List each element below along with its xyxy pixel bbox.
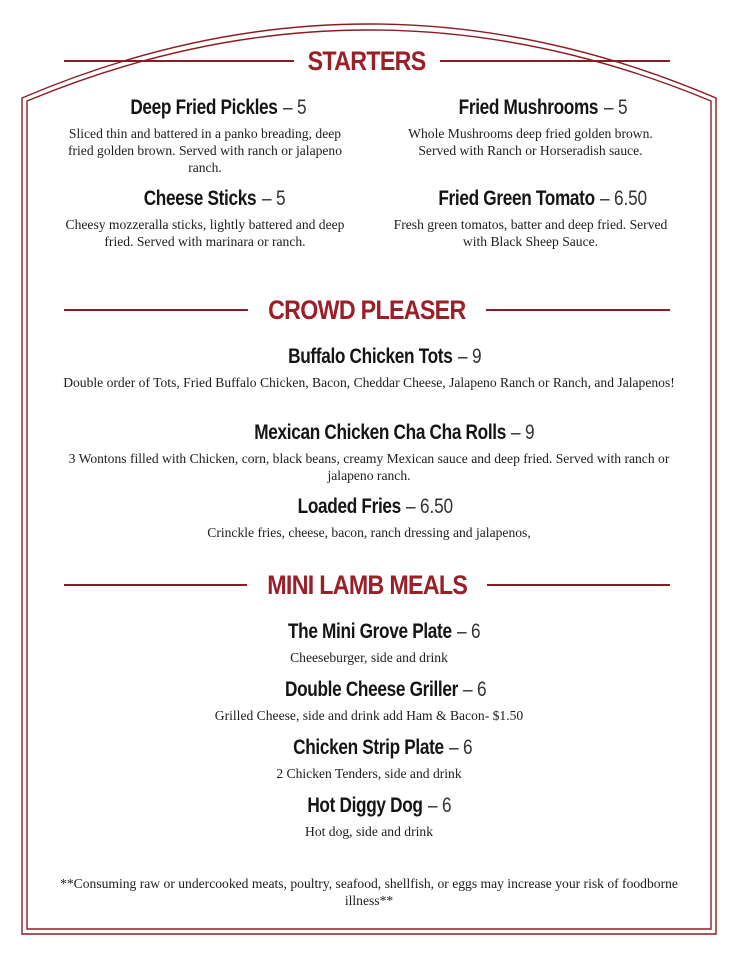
section-title: MINI LAMB MEALS	[267, 569, 467, 600]
menu-item-mexican-chicken-cha-cha-rolls	[56, 419, 682, 484]
item-description: Cheesy mozzeralla sticks, lightly battered and deep fried. Served with marinara or ranch.	[65, 217, 345, 249]
item-description: Fresh green tomatos, batter and deep fried. Served with Black Sheep Sauce.	[393, 217, 668, 249]
item-description: Double order of Tots, Fried Buffalo Chicken, Bacon, Cheddar Cheese, Jalapeno Ranch or Ranch, and Jalapenos!	[63, 375, 675, 390]
divider-line	[64, 60, 294, 62]
menu-item-deep-fried-pickles	[60, 94, 350, 176]
divider-line	[440, 60, 670, 62]
item-price: – 9	[457, 345, 481, 368]
item-name: Loaded Fries	[297, 495, 401, 518]
food-safety-disclaimer: **Consuming raw or undercooked meats, poultry, seafood, shellfish, or eggs may increase your risk of foodborne illness**	[60, 876, 678, 908]
item-name: Fried Green Tomato	[438, 187, 595, 210]
item-description: Crinckle fries, cheese, bacon, ranch dressing and jalapenos,	[207, 525, 531, 540]
section-header-starters	[64, 41, 670, 81]
divider-line	[64, 584, 247, 586]
section-header-mini-lamb-meals	[64, 565, 670, 605]
item-name: Mexican Chicken Cha Cha Rolls	[253, 421, 506, 444]
menu-item-loaded-fries	[56, 493, 682, 541]
divider-line	[486, 309, 670, 311]
divider-line	[487, 584, 670, 586]
section-title: STARTERS	[308, 45, 426, 76]
menu-item-fried-mushrooms	[388, 94, 673, 159]
item-price: – 6.50	[599, 187, 647, 210]
item-name: Fried Mushrooms	[459, 96, 599, 119]
item-name: The Mini Grove Plate	[288, 620, 452, 643]
item-description: Whole Mushrooms deep fried golden brown. Served with Ranch or Horseradish sauce.	[408, 126, 653, 158]
menu-item-cheese-sticks	[60, 185, 350, 250]
menu-item-buffalo-chicken-tots	[56, 343, 682, 391]
item-name: Deep Fried Pickles	[130, 96, 278, 119]
section-header-crowd-pleaser	[64, 290, 670, 330]
item-name: Chicken Strip Plate	[293, 736, 444, 759]
item-price: – 6	[427, 794, 452, 817]
item-description: 2 Chicken Tenders, side and drink	[276, 766, 462, 781]
item-description: Hot dog, side and drink	[305, 824, 433, 839]
item-description: Grilled Cheese, side and drink add Ham & Bacon- $1.50	[214, 708, 524, 723]
item-description: Cheeseburger, side and drink	[290, 650, 448, 665]
item-price: – 6	[449, 736, 473, 759]
item-price: – 6	[457, 620, 481, 643]
item-price: – 9	[510, 421, 535, 444]
item-price: – 5	[283, 96, 307, 119]
menu-item-fried-green-tomato	[388, 185, 673, 250]
item-description: Sliced thin and battered in a panko breading, deep fried golden brown. Served with ranch or jalapeno ranch.	[67, 126, 343, 175]
item-price: – 5	[603, 96, 628, 119]
menu-item-double-cheese-griller	[56, 676, 682, 724]
item-name: Double Cheese Griller	[284, 678, 458, 701]
item-name: Buffalo Chicken Tots	[287, 345, 453, 368]
menu-item-hot-diggy-dog	[56, 792, 682, 840]
menu-item-chicken-strip-plate	[56, 734, 682, 782]
item-name: Hot Diggy Dog	[307, 794, 423, 817]
section-title: CROWD PLEASER	[268, 294, 466, 325]
menu-item-mini-grove-plate	[56, 618, 682, 666]
item-price: – 5	[261, 187, 286, 210]
divider-line	[64, 309, 248, 311]
item-name: Cheese Sticks	[144, 187, 257, 210]
item-description: 3 Wontons filled with Chicken, corn, black beans, creamy Mexican sauce and deep fried. Served with ranch or jalapeno ranch.	[68, 451, 670, 483]
item-price: – 6	[462, 678, 487, 701]
item-price: – 6.50	[405, 495, 453, 518]
